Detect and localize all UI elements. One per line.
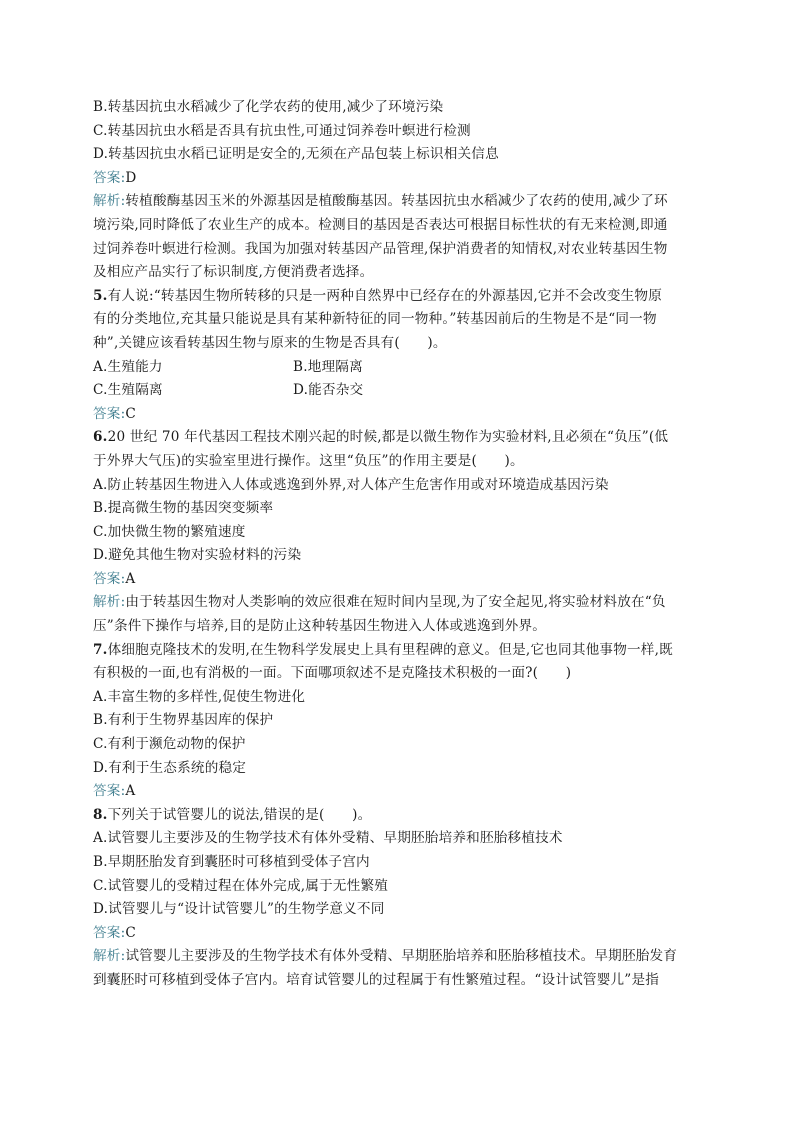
q5-stem-line: 5.有人说:“转基因生物所转移的只是一两种自然界中已经存在的外源基因,它并不会改变生物原 (93, 287, 662, 304)
answer-label: 答案: (93, 924, 126, 941)
answer-value: A (125, 570, 136, 587)
q5-option-c: C.生殖隔离 (93, 382, 163, 399)
q7-option-c: C.有利于濒危动物的保护 (93, 736, 246, 753)
q5-option-d: D.能否杂交 (293, 382, 364, 399)
document-content (93, 96, 703, 993)
answer-value: C (125, 405, 136, 422)
q7-option-b: B.有利于生物界基因库的保护 (93, 712, 274, 729)
question-number: 8. (93, 806, 108, 823)
q8-option-d: D.试管婴儿与“设计试管婴儿”的生物学意义不同 (93, 901, 385, 918)
q6-option-a: A.防止转基因生物进入人体或逃逸到外界,对人体产生危害作用或对环境造成基因污染 (93, 476, 609, 493)
q5-stem-line: 有的分类地位,充其量只能说是具有某种新特征的同一物种。”转基因前后的生物是不是“同一物 (93, 311, 657, 328)
q4-analysis-line: 解析:转植酸酶基因玉米的外源基因是植酸酶基因。转基因抗虫水稻减少了农药的使用,减少了环 (93, 193, 668, 210)
q8-analysis-line: 到囊胚时可移植到受体子宫内。培育试管婴儿的过程属于有性繁殖过程。“设计试管婴儿”是指 (93, 971, 660, 988)
q5-stem-line: 种”,关键应该看转基因生物与原来的生物是否具有( )。 (93, 334, 447, 351)
q7-stem-line: 7.体细胞克隆技术的发明,在生物科学发展史上具有里程碑的意义。但是,它也同其他事物一样,既 (93, 641, 673, 658)
answer-value: D (125, 169, 137, 186)
q5-option-a: A.生殖能力 (93, 358, 163, 375)
q7-option-a: A.丰富生物的多样性,促使生物进化 (93, 688, 306, 705)
answer-label: 答案: (93, 570, 126, 587)
q6-analysis-line: 解析:由于转基因生物对人类影响的效应很难在短时间内呈现,为了安全起见,将实验材料放在“负 (93, 594, 666, 611)
q5-options-row (93, 379, 703, 403)
q5-option-b: B.地理隔离 (293, 358, 363, 375)
q7-stem-line: 有积极的一面,也有消极的一面。下面哪项叙述不是克隆技术积极的一面?( ) (93, 665, 572, 682)
q4-option-d: D.转基因抗虫水稻已证明是安全的,无须在产品包装上标识相关信息 (93, 146, 499, 163)
q8-stem-line: 8.下列关于试管婴儿的说法,错误的是( )。 (93, 806, 372, 823)
q8-option-c: C.试管婴儿的受精过程在体外完成,属于无性繁殖 (93, 877, 389, 894)
q6-answer (93, 568, 703, 592)
q7-answer (93, 780, 703, 804)
question-number: 6. (93, 429, 108, 446)
answer-value: C (125, 924, 136, 941)
q6-stem-line: 于外界大气压)的实验室里进行操作。这里“负压”的作用主要是( )。 (93, 452, 524, 469)
answer-label: 答案: (93, 169, 126, 186)
answer-label: 答案: (93, 783, 126, 800)
analysis-label: 解析: (93, 948, 126, 965)
q6-option-c: C.加快微生物的繁殖速度 (93, 523, 246, 540)
q6-stem-line: 6.20 世纪 70 年代基因工程技术刚兴起的时候,都是以微生物作为实验材料,且必须在“负压”(低 (93, 429, 669, 446)
q4-analysis-line: 境污染,同时降低了农业生产的成本。检测目的基因是否表达可根据目标性状的有无来检测,即通 (93, 216, 668, 233)
q6-option-d: D.避免其他生物对实验材料的污染 (93, 547, 302, 564)
q8-option-b: B.早期胚胎发育到囊胚时可移植到受体子宫内 (93, 854, 370, 870)
answer-label: 答案: (93, 405, 126, 422)
q8-option-a: A.试管婴儿主要涉及的生物学技术有体外受精、早期胚胎培养和胚胎移植技术 (93, 830, 563, 847)
question-number: 5. (93, 287, 108, 304)
question-number: 7. (93, 641, 108, 658)
q8-analysis-line: 解析:试管婴儿主要涉及的生物学技术有体外受精、早期胚胎培养和胚胎移植技术。早期胚胎发育 (93, 948, 678, 965)
analysis-label: 解析: (93, 193, 126, 210)
q8-answer (93, 922, 703, 946)
q4-option-b: B.转基因抗虫水稻减少了化学农药的使用,减少了环境污染 (93, 99, 444, 115)
q5-answer (93, 403, 703, 427)
analysis-label: 解析: (93, 594, 126, 611)
q7-option-d: D.有利于生态系统的稳定 (93, 759, 247, 776)
q6-option-b: B.提高微生物的基因突变频率 (93, 500, 274, 517)
q4-analysis-line: 及相应产品实行了标识制度,方便消费者选择。 (93, 264, 374, 281)
q5-options-row (93, 356, 703, 380)
q6-analysis-line: 压”条件下操作与培养,目的是防止这种转基因生物进入人体或逃逸到外界。 (93, 618, 547, 635)
q4-answer (93, 167, 703, 191)
q4-option-c: C.转基因抗虫水稻是否具有抗虫性,可通过饲养卷叶螟进行检测 (93, 122, 471, 139)
answer-value: A (125, 783, 136, 800)
q4-analysis-line: 过饲养卷叶螟进行检测。我国为加强对转基因产品管理,保护消费者的知情权,对农业转基因生物 (93, 240, 668, 257)
